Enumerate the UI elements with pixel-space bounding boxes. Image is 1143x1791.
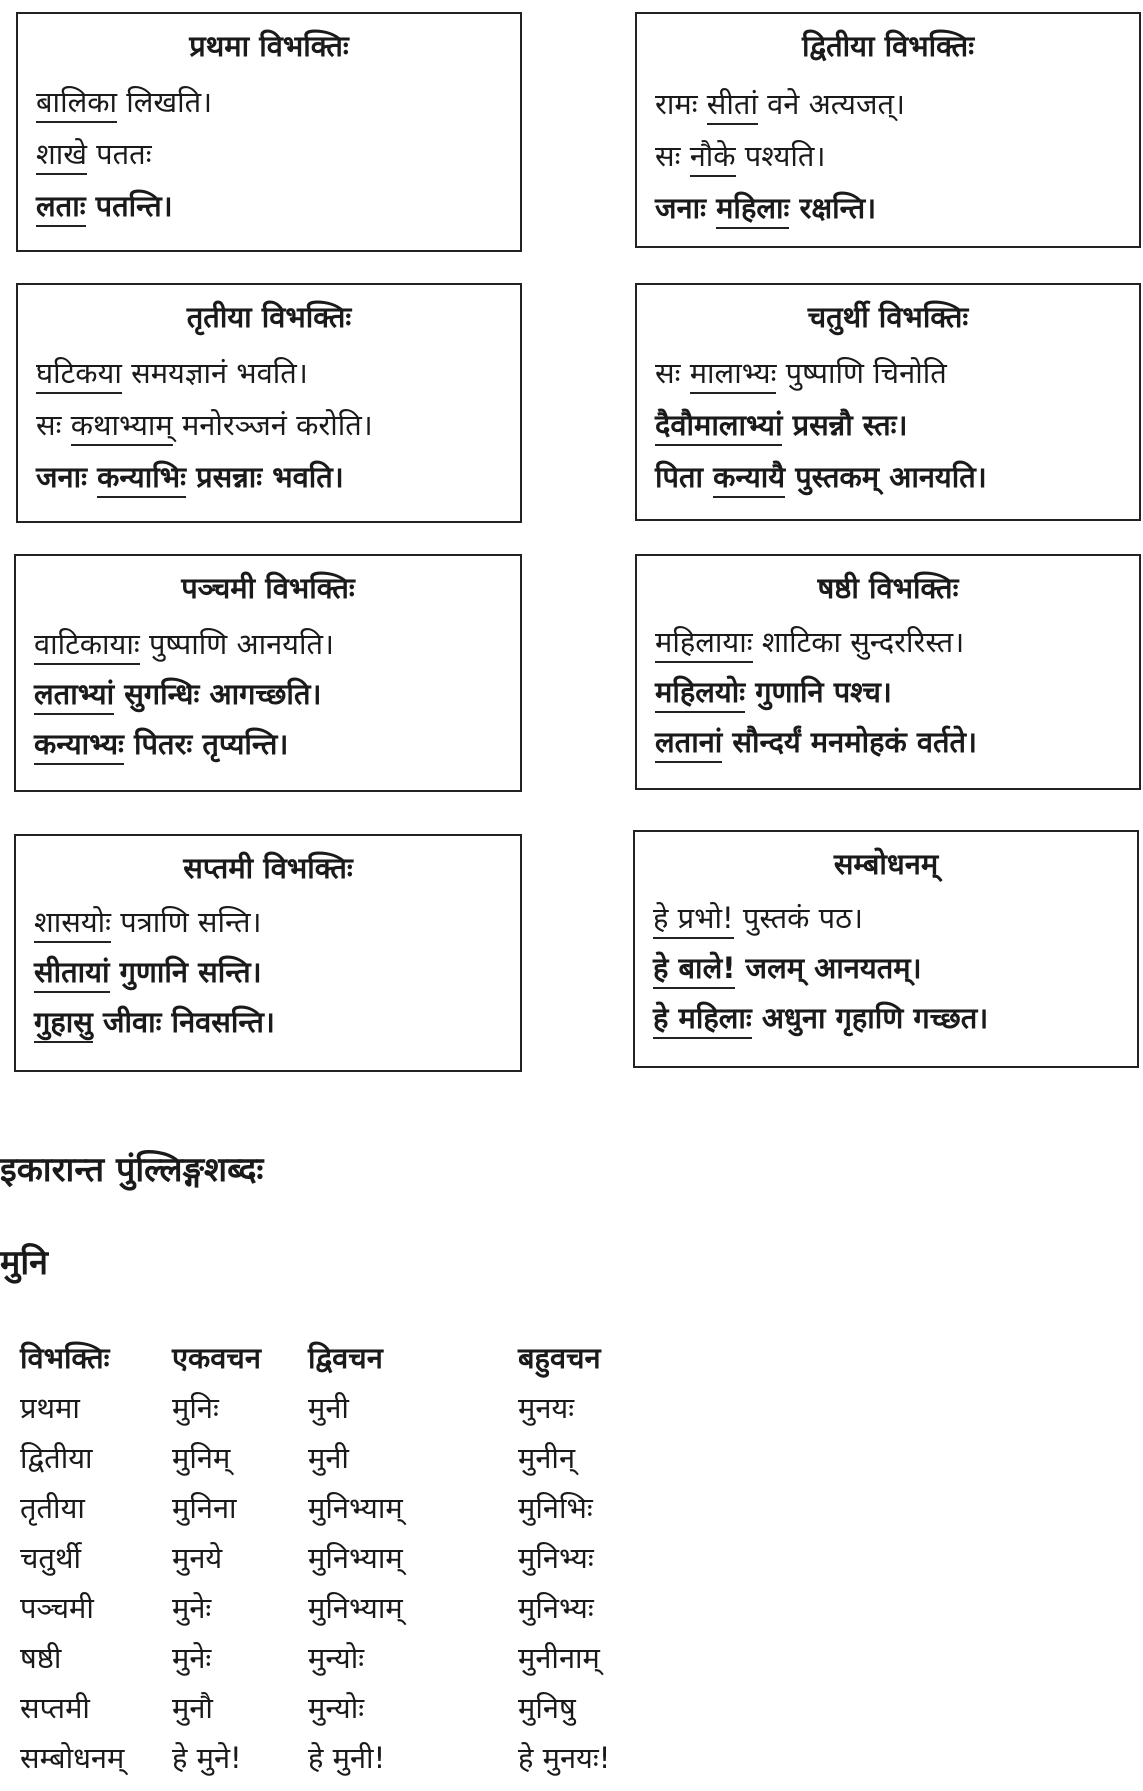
column-header: बहुवचन <box>518 1341 601 1375</box>
plural-form: मुनयः <box>518 1391 575 1425</box>
example-line: जनाः कन्याभिः प्रसन्नाः भवति। <box>36 457 344 496</box>
plural-form: हे मुनयः! <box>518 1741 611 1775</box>
box-title: तृतीया विभक्तिः <box>186 300 352 334</box>
plural-form: मुनिभ्यः <box>518 1591 594 1625</box>
dual-form: मुनी <box>308 1391 349 1425</box>
case-box-prathama <box>16 12 522 252</box>
dual-form: मुनिभ्याम् <box>308 1591 403 1625</box>
example-line: कन्याभ्यः पितरः तृप्यन्ति। <box>34 724 288 763</box>
example-line: बालिका लिखति। <box>36 82 212 121</box>
example-line: महिलायाः शाटिका सुन्दररिस्त। <box>655 622 964 661</box>
example-line: लतानां सौन्दर्यं मनमोहकं वर्तते। <box>655 722 977 761</box>
example-line: हे प्रभो! पुस्तकं पठ। <box>653 898 863 937</box>
example-line: सीतायां गुणानि सन्ति। <box>34 952 262 991</box>
plural-form: मुनीन् <box>518 1441 576 1475</box>
case-box-dvitiya <box>635 12 1141 248</box>
dual-form: हे मुनी! <box>308 1741 386 1775</box>
case-name: प्रथमा <box>20 1391 80 1425</box>
box-title: सप्तमी विभक्तिः <box>183 851 353 885</box>
example-line: शासयोः पत्राणि सन्ति। <box>34 902 262 941</box>
example-line: गुहासु जीवाः निवसन्ति। <box>34 1002 275 1041</box>
box-title: द्वितीया विभक्तिः <box>801 29 975 63</box>
section-heading: इकारान्त पुंल्लिङ्गशब्दः <box>0 1150 264 1190</box>
example-line: हे बाले! जलम् आनयतम्। <box>653 948 922 987</box>
case-name: षष्ठी <box>20 1641 62 1675</box>
example-line: घटिकया समयज्ञानं भवति। <box>36 353 308 392</box>
case-name: चतुर्थी <box>20 1541 81 1575</box>
word-heading: मुनि <box>0 1243 49 1283</box>
example-line: लताभ्यां सुगन्धिः आगच्छति। <box>34 674 321 713</box>
example-line: हे महिलाः अधुना गृहाणि गच्छत। <box>653 998 988 1037</box>
case-name: सम्बोधनम् <box>20 1741 125 1775</box>
column-header: विभक्तिः <box>20 1341 110 1375</box>
box-title: सम्बोधनम् <box>833 847 939 881</box>
singular-form: मुनिना <box>172 1491 237 1525</box>
box-title: चतुर्थी विभक्तिः <box>807 300 969 334</box>
box-title: पञ्चमी विभक्तिः <box>181 571 355 605</box>
case-box-panchami <box>14 554 522 792</box>
case-name: पञ्चमी <box>20 1591 94 1625</box>
case-name: सप्तमी <box>20 1691 90 1725</box>
plural-form: मुनिभ्यः <box>518 1541 594 1575</box>
singular-form: मुनिः <box>172 1391 219 1425</box>
case-box-saptami <box>14 834 522 1072</box>
case-box-tritiya <box>16 283 522 523</box>
case-box-shashthi <box>635 554 1141 790</box>
dual-form: मुन्योः <box>308 1641 365 1675</box>
example-line: सः मालाभ्यः पुष्पाणि चिनोति <box>655 353 947 392</box>
singular-form: मुनौ <box>172 1691 213 1725</box>
example-line: सः कथाभ्याम् मनोरञ्जनं करोति। <box>36 405 373 444</box>
column-header: एकवचन <box>172 1341 261 1375</box>
example-line: दैवौमालाभ्यां प्रसन्नौ स्तः। <box>655 405 907 444</box>
example-line: पिता कन्यायै पुस्तकम् आनयति। <box>655 457 987 496</box>
dual-form: मुनिभ्याम् <box>308 1491 403 1525</box>
singular-form: मुनेः <box>172 1641 212 1675</box>
example-line: जनाः महिलाः रक्षन्ति। <box>655 188 876 227</box>
singular-form: मुनेः <box>172 1591 212 1625</box>
dual-form: मुनी <box>308 1441 349 1475</box>
example-line: वाटिकायाः पुष्पाणि आनयति। <box>34 624 334 663</box>
case-box-chaturthi <box>635 283 1141 521</box>
plural-form: मुनिभिः <box>518 1491 593 1525</box>
box-title: षष्ठी विभक्तिः <box>817 571 959 605</box>
example-line: लताः पतन्ति। <box>36 186 173 225</box>
singular-form: मुनिम् <box>172 1441 231 1475</box>
plural-form: मुनीनाम् <box>518 1641 600 1675</box>
example-line: शाखे पततः <box>36 134 152 173</box>
case-name: द्वितीया <box>20 1441 93 1475</box>
example-line: महिलयोः गुणानि पश्च। <box>655 672 892 711</box>
case-name: तृतीया <box>20 1491 85 1525</box>
singular-form: मुनये <box>172 1541 223 1575</box>
box-title: प्रथमा विभक्तिः <box>189 29 349 63</box>
example-line: सः नौके पश्यति। <box>655 136 825 175</box>
plural-form: मुनिषु <box>518 1691 576 1725</box>
dual-form: मुनिभ्याम् <box>308 1541 403 1575</box>
singular-form: हे मुने! <box>172 1741 242 1775</box>
column-header: द्विवचन <box>308 1341 383 1375</box>
example-line: रामः सीतां वने अत्यजत्। <box>655 84 905 123</box>
case-box-sambodhanam <box>633 830 1139 1068</box>
dual-form: मुन्योः <box>308 1691 365 1725</box>
